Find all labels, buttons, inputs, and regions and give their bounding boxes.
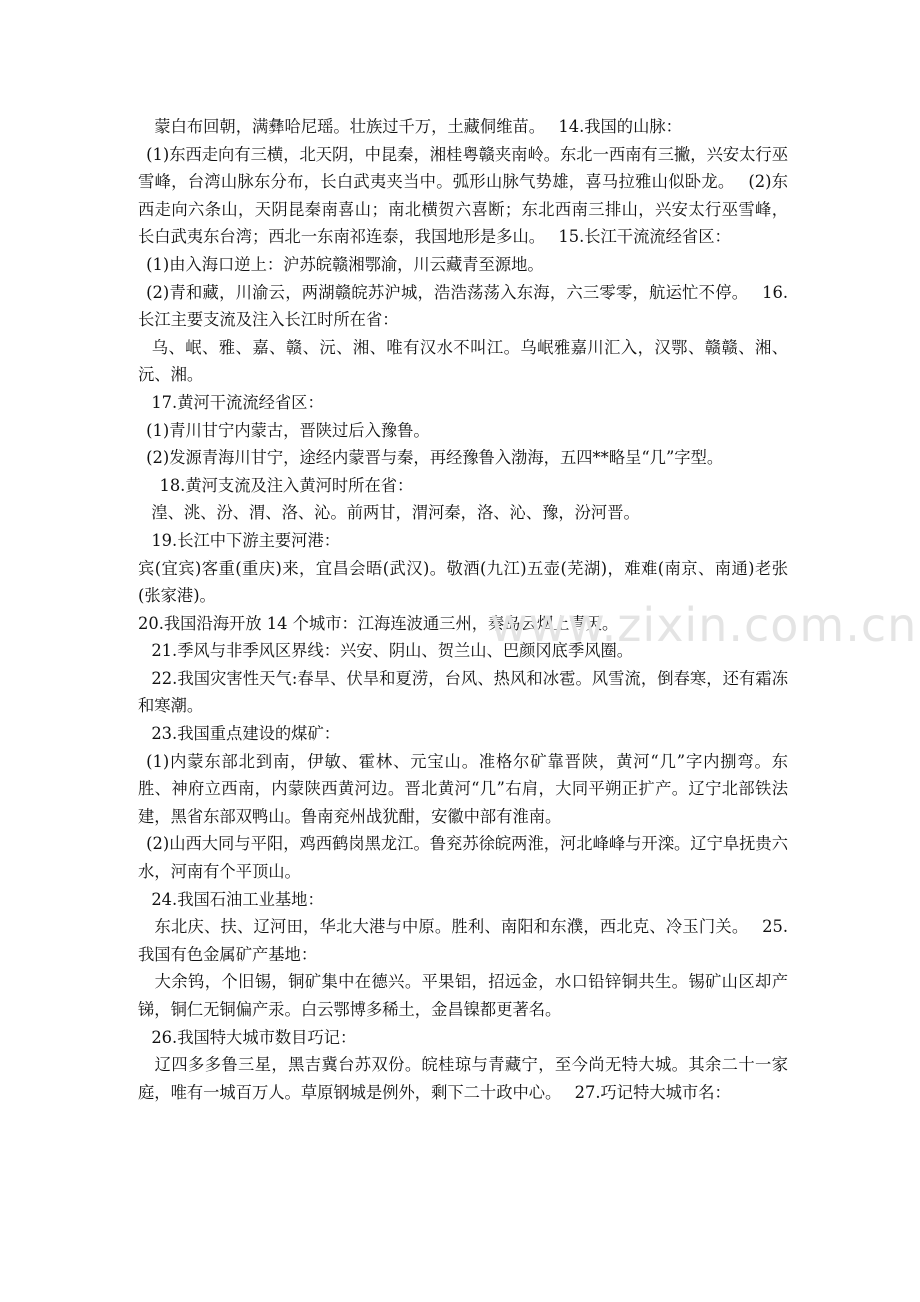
paragraph: (1)青川甘宁内蒙古，晋陕过后入豫鲁。 — [138, 420, 430, 440]
paragraph: 18.黄河支流及注入黄河时所在省： — [138, 475, 414, 495]
paragraph: 19.长江中下游主要河港： — [138, 530, 341, 550]
paragraph: 24.我国石油工业基地： — [138, 889, 324, 909]
paragraph: 宾(宜宾)客重(重庆)来，宜昌会晤(武汉)。敬酒(九江)五壶(芜湖)，难难(南京、南通)老张(张家港)。 — [138, 558, 788, 606]
paragraph: 17.黄河干流流经省区： — [138, 392, 324, 412]
paragraph: 23.我国重点建设的煤矿： — [138, 724, 341, 744]
paragraph: 湟、洮、汾、渭、洛、沁。前两甘，渭河秦，洛、沁、豫，汾河晋。 — [138, 503, 640, 523]
paragraph: 东北庆、扶、辽河田，华北大港与中原。胜利、南阳和东濮，西北克、冷玉门关。 25.我国有色金属矿产基地： — [138, 917, 788, 964]
paragraph: (1)东西走向有三横，北天阴，中昆秦，湘桂粤赣夹南岭。东北一西南有三撇，兴安太行巫雪峰，台湾山脉东分布，长白武夷夹当中。弧形山脉气势雄，喜马拉雅山似卧龙。 (2)东西走向六条山，天阴昆秦南喜山；南北横贺六喜断；东北西南三排山，兴安太行巫雪峰，长白武夷东台湾；西北一东南祁连泰，我国地形是多山。 15.长江干流流经省区： — [138, 144, 788, 247]
paragraph: 26.我国特大城市数目巧记： — [138, 1027, 357, 1047]
paragraph: 蒙白布回朝，满彝哈尼瑶。壮族过千万，土藏侗维苗。 14.我国的山脉： — [138, 117, 682, 136]
paragraph: (1)由入海口逆上：沪苏皖赣湘鄂渝，川云藏青至源地。 — [138, 254, 544, 274]
paragraph: (2)青和藏，川渝云，两湖赣皖苏沪城，浩浩荡荡入东海，六三零零，航运忙不停。 16.长江主要支流及注入长江时所在省： — [138, 282, 788, 330]
paragraph: 22.我国灾害性天气:春旱、伏旱和夏涝，台风、热风和冰雹。风雪流，倒春寒，还有霜冻和寒潮。 — [138, 668, 788, 716]
paragraph: 乌、岷、雅、嘉、赣、沅、湘、唯有汉水不叫江。乌岷雅嘉川汇入，汉鄂、赣赣、湘、沅、湘。 — [138, 337, 788, 385]
paragraph: (2)山西大同与平阳，鸡西鹤岗黑龙江。鲁兖苏徐皖两淮，河北峰峰与开滦。辽宁阜抚贵六水，河南有个平顶山。 — [138, 834, 788, 882]
document-body — [138, 113, 788, 1106]
paragraph: 大余钨，个旧锡，铜矿集中在德兴。平果铝，招远金，水口铅锌铜共生。锡矿山区却产锑，铜仁无铜偏产汞。白云鄂博多稀土，金昌镍都更著名。 — [138, 972, 788, 1019]
watermark: www.zixin.com.cn — [490, 598, 918, 652]
paragraph: 20.我国沿海开放 14 个城市：江海连波通三州，秦岛云烟上青天。 — [138, 613, 619, 633]
paragraph: (2)发源青海川甘宁，途经内蒙晋与秦，再经豫鲁入渤海，五四**略呈“几”字型。 — [138, 448, 724, 468]
paragraph: (1)内蒙东部北到南，伊敏、霍林、元宝山。准格尔矿靠晋陕，黄河“几”字内捌弯。东胜、神府立西南，内蒙陕西黄河边。晋北黄河“几”右肩，大同平朔正扩产。辽宁北部铁法建，黑省东部双鸭山。鲁南兖州战犹酣，安徽中部有淮南。 — [138, 751, 788, 826]
paragraph: 21.季风与非季风区界线：兴安、阴山、贺兰山、巴颜冈底季风圈。 — [138, 641, 634, 661]
paragraph: 辽四多多鲁三星，黑吉冀台苏双份。皖桂琼与青藏宁，至今尚无特大城。其余二十一家庭，唯有一城百万人。草原钢城是例外，剩下二十政中心。 27.巧记特大城市名： — [138, 1055, 788, 1102]
